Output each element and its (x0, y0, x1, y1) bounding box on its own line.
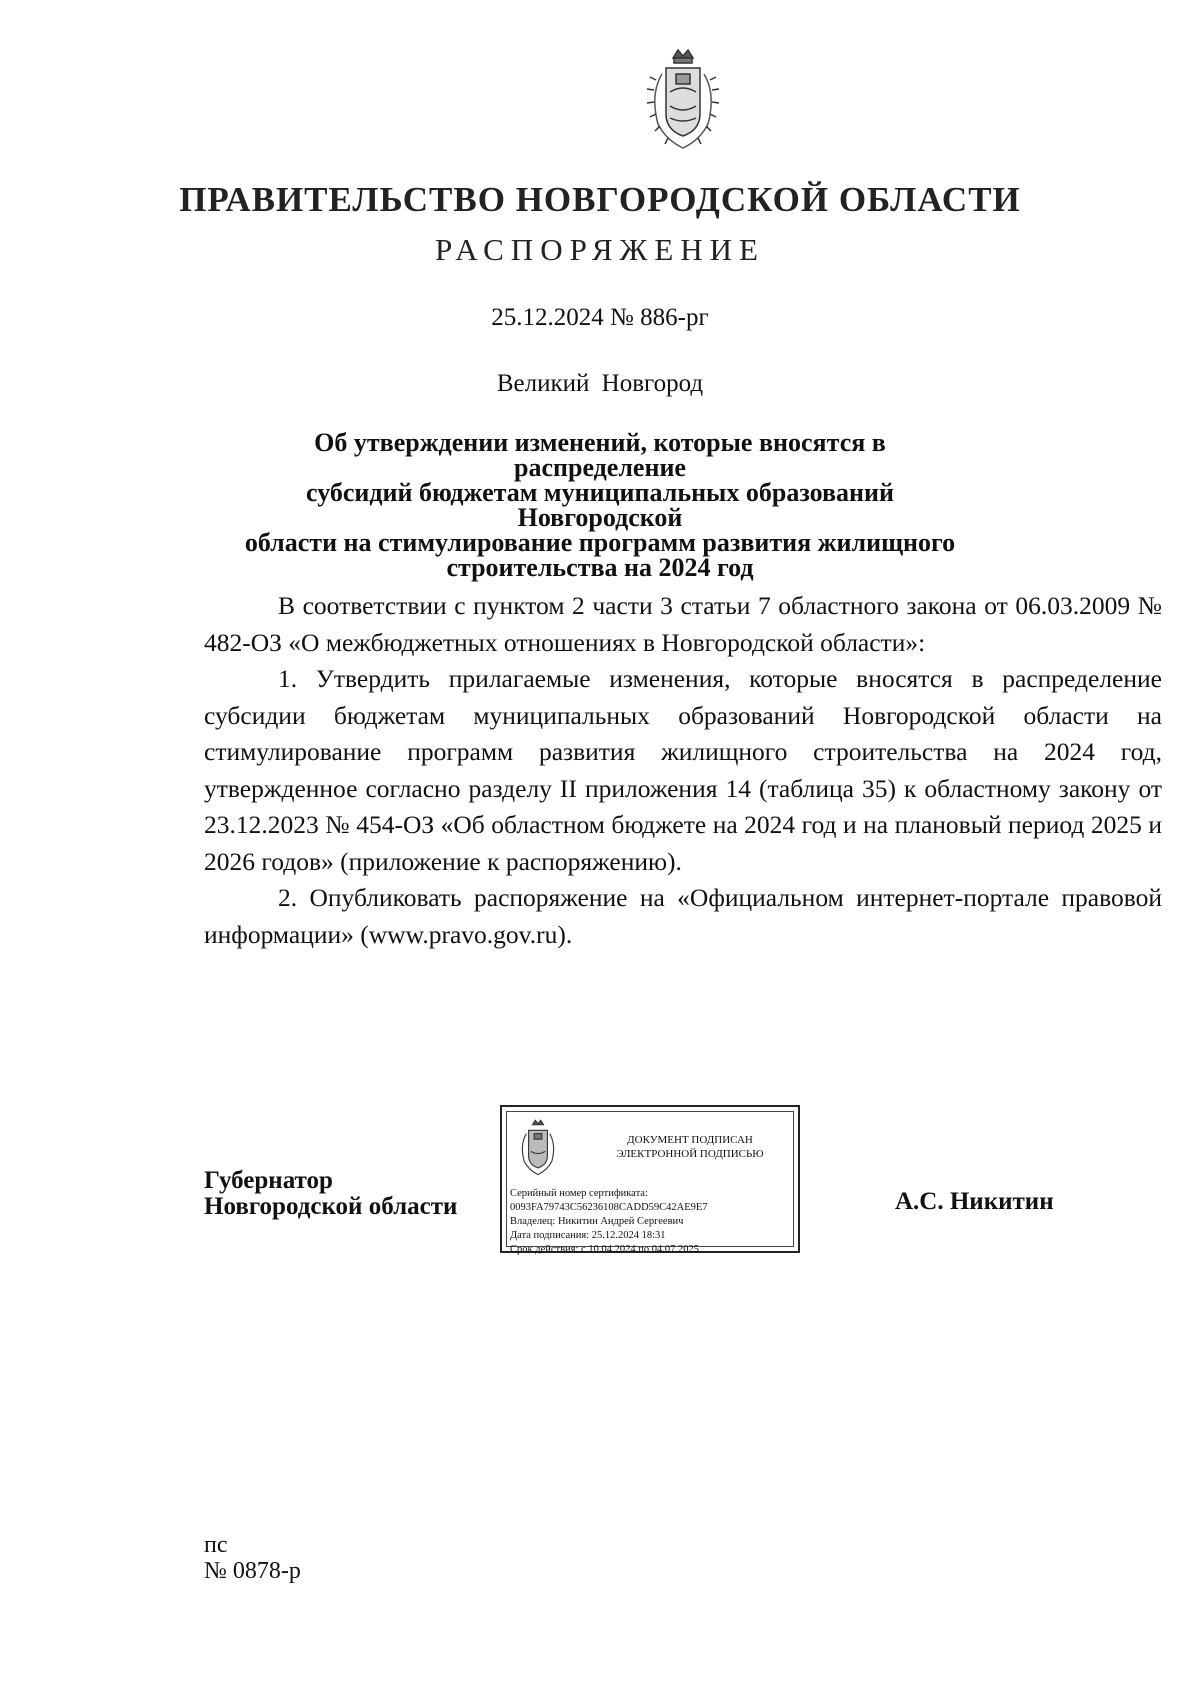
stamp-cert-serial: 0093FA79743C56236108CADD59C42AE9E7 (510, 1202, 708, 1213)
stamp-heading-line: ДОКУМЕНТ ПОДПИСАН (627, 1134, 753, 1146)
body-paragraph-preamble: В соответствии с пунктом 2 части 3 статьи 7 областного закона от 06.03.2009 № 482-ОЗ «О межбюджетных отношениях в Новгородской области»: (204, 591, 1162, 657)
stamp-cert-label: Серийный номер сертификата: (510, 1188, 648, 1199)
stamp-emblem (514, 1117, 562, 1179)
title-line: области на стимулирование программ развития жилищного (244, 528, 956, 557)
stamp-owner: Владелец: Никитин Андрей Сергеевич (510, 1216, 684, 1227)
document-date-number: 25.12.2024 № 886-рг (491, 304, 709, 331)
title-line: субсидий бюджетам муниципальных образований Новгородской (306, 478, 894, 532)
organization-name: ПРАВИТЕЛЬСТВО НОВГОРОДСКОЙ ОБЛАСТИ (179, 180, 1021, 219)
stamp-details (510, 1187, 708, 1257)
body-paragraph-item-2: 2. Опубликовать распоряжение на «Официальном интернет-портале правовой информации» (www.pravo.gov.ru). (204, 883, 1162, 949)
stamp-heading-line: ЭЛЕКТРОННОЙ ПОДПИСЬЮ (616, 1148, 764, 1160)
footer-ref-number: № 0878-р (204, 1558, 301, 1584)
position-line: Новгородской области (204, 1193, 458, 1220)
electronic-signature-stamp (500, 1105, 800, 1253)
document-body (204, 588, 1162, 953)
stamp-signed-date: Дата подписания: 25.12.2024 18:31 (510, 1230, 666, 1241)
title-line: Об утверждении изменений, которые вносятся в распределение (314, 428, 886, 482)
signatory-position (204, 1168, 457, 1220)
document-type: РАСПОРЯЖЕНИЕ (435, 232, 765, 267)
signatory-name: А.С. Никитин (895, 1188, 1054, 1215)
document-city: Великий Новгород (496, 370, 704, 397)
footer-initials: пс (204, 1532, 228, 1558)
document-title (240, 430, 960, 580)
emblem (640, 44, 726, 156)
body-paragraph-item-1: 1. Утвердить прилагаемые изменения, которые вносятся в распределение субсидии бюджетам муниципальных образований Новгородской области на стимулирование программ развития жилищного строительства на 2024 год, утвержденное согласно разделу II приложения 14 (таблица 35) к областному закону от 23.12.2023 № 454-ОЗ «Об областном бюджете на 2024 год и на плановый период 2025 и 2026 годов» (приложение к распоряжению). (204, 664, 1162, 876)
stamp-validity: Срок действия: с 10.04.2024 по 04.07.2025 (510, 1244, 699, 1255)
novgorod-coat-of-arms-icon (514, 1117, 562, 1179)
novgorod-coat-of-arms-icon (640, 44, 726, 156)
title-line: строительства на 2024 год (446, 553, 754, 582)
position-line: Губернатор (204, 1167, 333, 1194)
footer-reference (204, 1532, 301, 1584)
stamp-heading (590, 1133, 790, 1161)
